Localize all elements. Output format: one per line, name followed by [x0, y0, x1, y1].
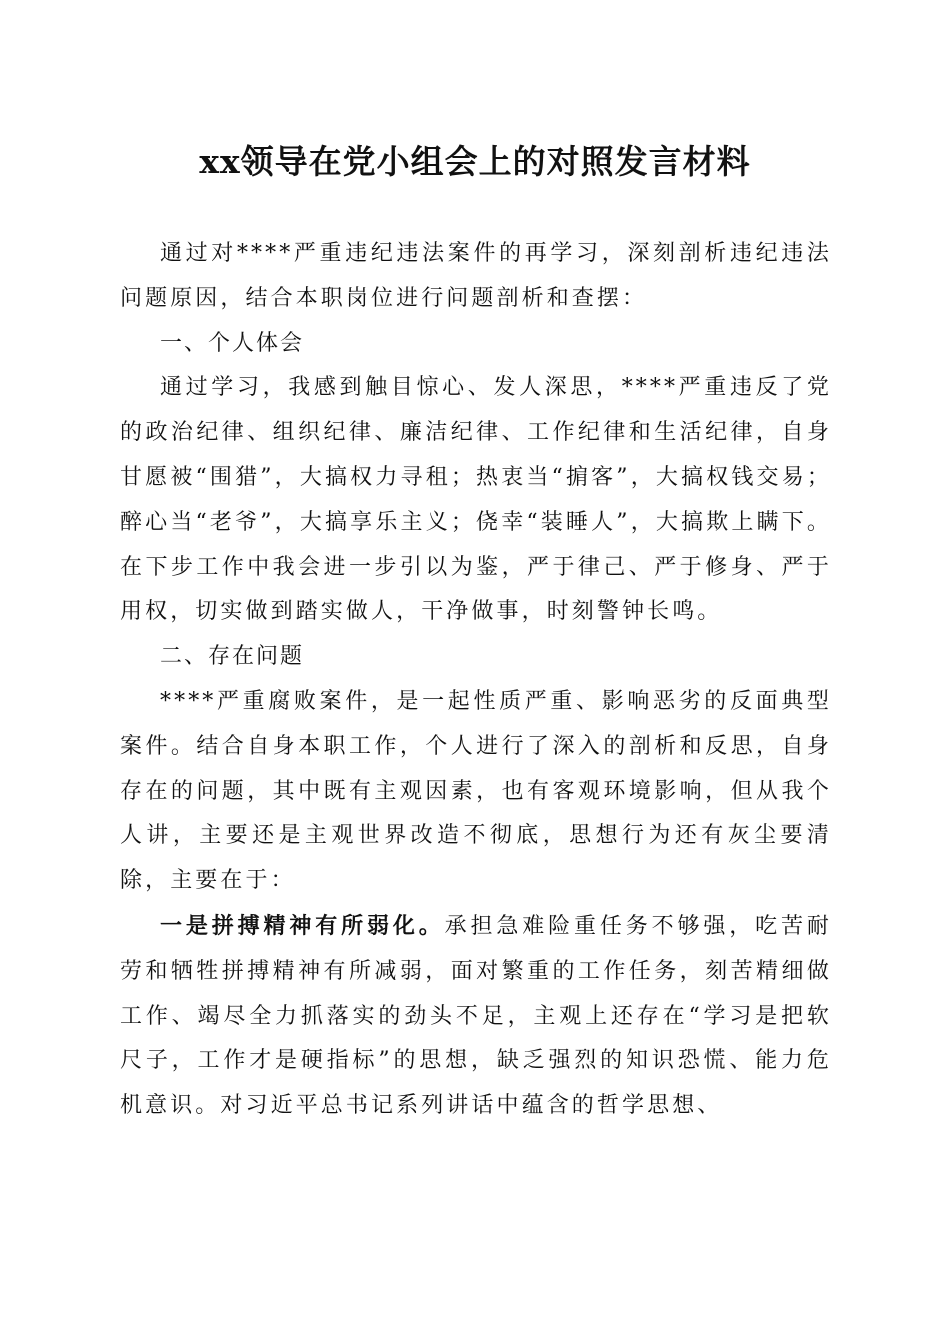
existing-problems-paragraph: ****严重腐败案件，是一起性质严重、影响恶劣的反面典型案件。结合自身本职工作，个人进行了深入的剖析和反思，自身存在的问题，其中既有主观因素，也有客观环境影响，但从我个人讲，主要还是主观世界改造不彻底，思想行为还有灰尘要清除，主要在于： [120, 688, 832, 894]
personal-experience-paragraph: 通过学习，我感到触目惊心、发人深思，****严重违反了党的政治纪律、组织纪律、廉洁纪律、工作纪律和生活纪律，自身甘愿被“围猎”，大搞权力寻租；热衷当“掮客”，大搞权钱交易；醉心当“老爷”，大搞享乐主义；侥幸“装睡人”，大搞欺上瞒下。在下步工作中我会进一步引以为鉴，严于律己、严于修身、严于用权，切实做到踏实做人，干净做事，时刻警钟长鸣。 [120, 375, 832, 625]
problem-point-1 [120, 904, 832, 1129]
document-body [120, 232, 832, 1129]
intro-paragraph: 通过对****严重违纪违法案件的再学习，深刻剖析违纪违法问题原因，结合本职岗位进行问题剖析和查摆： [120, 241, 832, 311]
section-heading-personal-experience: 一、个人体会 [160, 330, 305, 356]
section-heading-existing-problems: 二、存在问题 [160, 644, 305, 670]
problem-point-1-text: 承担急难险重任务不够强，吃苦耐劳和牺牲拼搏精神有所减弱，面对繁重的工作任务，刻苦精细做工作、竭尽全力抓落实的劲头不足，主观上还存在“学习是把软尺子，工作才是硬指标”的思想，缺乏强烈的知识恐慌、能力危机意识。对习近平总书记系列讲话中蕴含的哲学思想、 [120, 913, 832, 1119]
document-title: xx领导在党小组会上的对照发言材料 [199, 142, 751, 181]
problem-point-1-lead: 一是拼搏精神有所弱化。 [160, 912, 445, 939]
